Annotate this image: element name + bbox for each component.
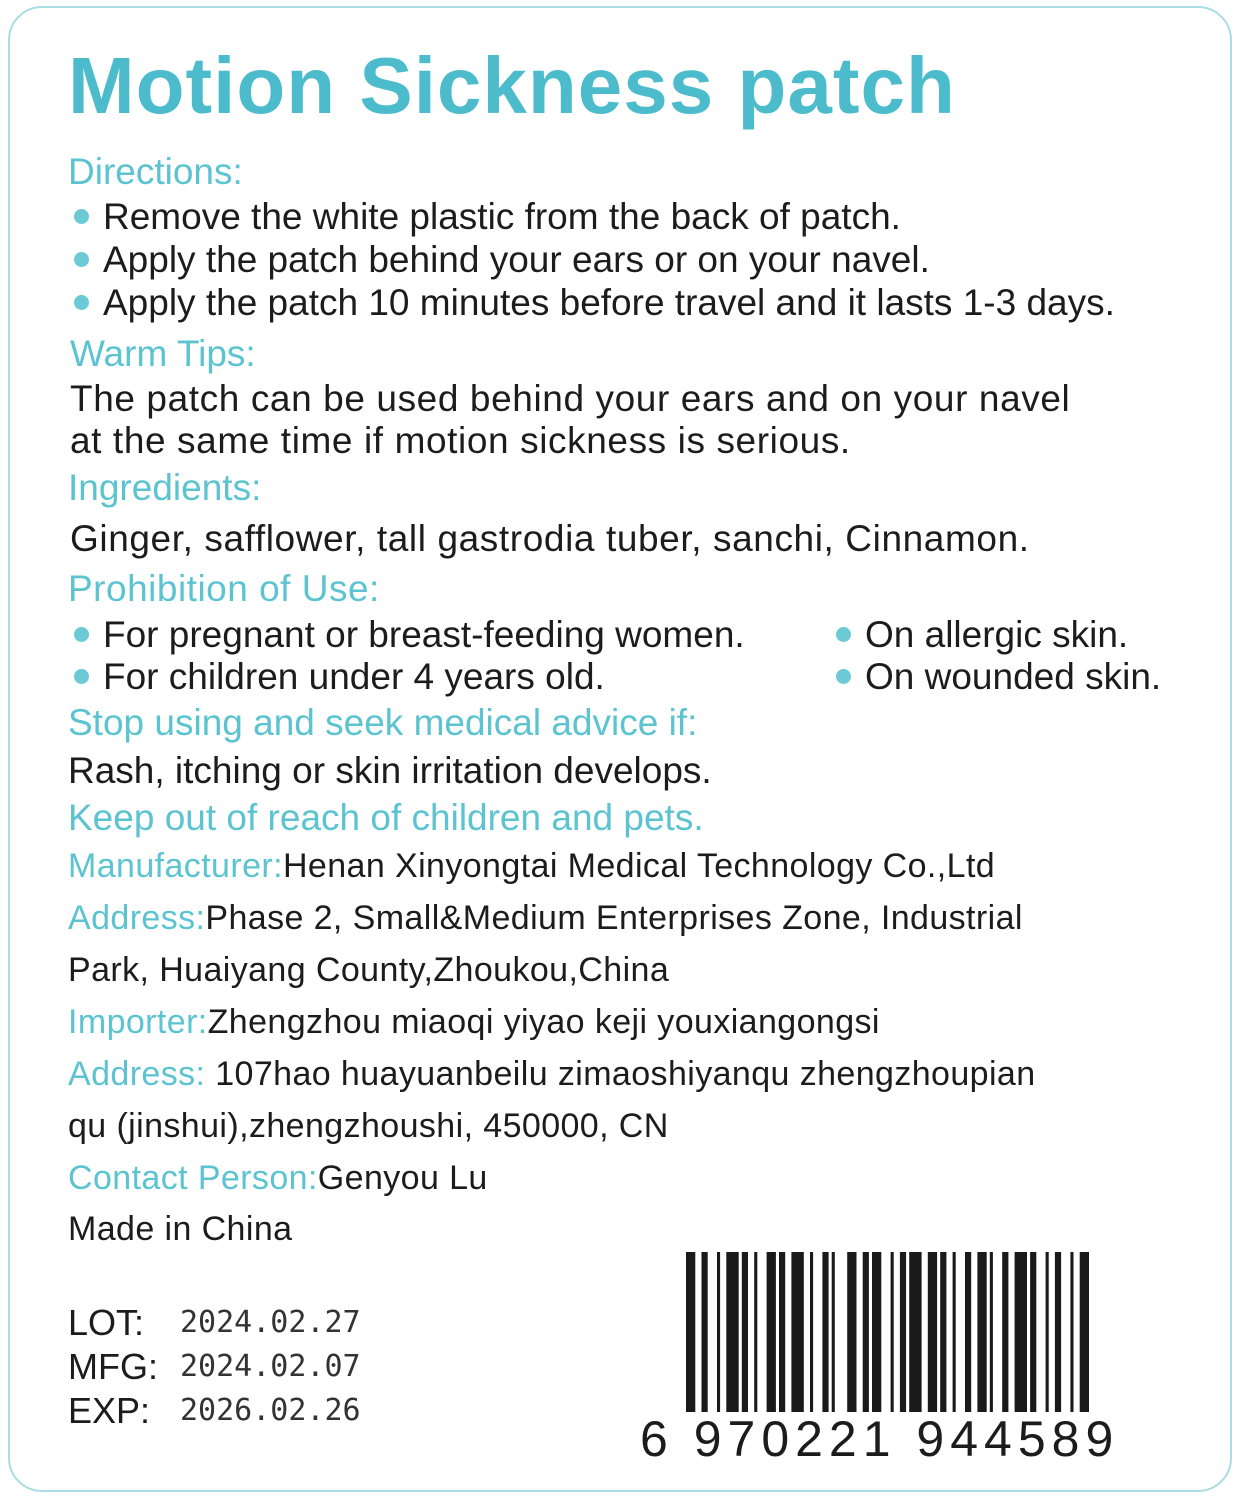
- ingredients-text: Ginger, safflower, tall gastrodia tuber, sanchi, Cinnamon.: [70, 518, 1030, 559]
- exp-label: EXP:: [68, 1390, 151, 1431]
- manufacturer-label: Manufacturer:: [68, 847, 283, 885]
- barcode-number: 6 970221 944589: [640, 1411, 1120, 1467]
- lot-label: LOT:: [68, 1302, 145, 1343]
- importer-line: [68, 1004, 880, 1041]
- importer-address-label: Address:: [68, 1055, 206, 1093]
- mfg-label: MFG:: [68, 1346, 158, 1387]
- address-line-1: [68, 900, 1023, 937]
- importer-label: Importer:: [68, 1003, 208, 1041]
- direction-item-1: Remove the white plastic from the back of patch.: [74, 197, 901, 238]
- contact-label: Contact Person:: [68, 1159, 318, 1197]
- importer-value: Zhengzhou miaoqi yiyao keji youxiangongsi: [207, 1003, 880, 1041]
- mfg-value: 2024.02.07: [180, 1349, 361, 1384]
- prohibition-item-children: For children under 4 years old.: [74, 657, 605, 698]
- importer-address-line-2: qu (jinshui),zhengzhoushi, 450000, CN: [68, 1107, 669, 1145]
- address-value-1: Phase 2, Small&Medium Enterprises Zone, Industrial: [205, 899, 1023, 937]
- exp-value: 2026.02.26: [180, 1393, 361, 1428]
- warm-tips-heading: Warm Tips:: [70, 333, 256, 374]
- product-title: Motion Sickness patch: [68, 41, 956, 130]
- prohibition-item-allergic: On allergic skin.: [836, 615, 1128, 656]
- ingredients-heading: Ingredients:: [68, 467, 262, 508]
- contact-value: Genyou Lu: [317, 1159, 488, 1197]
- manufacturer-line: [68, 848, 995, 885]
- stop-using-text: Rash, itching or skin irritation develops.: [68, 750, 712, 791]
- lot-value: 2024.02.27: [180, 1305, 361, 1340]
- direction-item-3: Apply the patch 10 minutes before travel and it lasts 1-3 days.: [74, 283, 1115, 324]
- keep-out-warning: Keep out of reach of children and pets.: [68, 797, 704, 838]
- importer-address-value-1: 107hao huayuanbeilu zimaoshiyanqu zhengzhoupian: [205, 1055, 1036, 1093]
- prohibition-heading: Prohibition of Use:: [68, 568, 380, 609]
- warm-tips-line-2: at the same time if motion sickness is serious.: [70, 420, 851, 461]
- made-in-text: Made in China: [68, 1210, 293, 1248]
- manufacturer-value: Henan Xinyongtai Medical Technology Co.,Ltd: [282, 847, 996, 885]
- contact-line: [68, 1160, 488, 1197]
- importer-address-line-1: [68, 1056, 1036, 1093]
- address-line-2: Park, Huaiyang County,Zhoukou,China: [68, 951, 670, 989]
- warm-tips-line-1: The patch can be used behind your ears and on your navel: [70, 378, 1071, 419]
- prohibition-item-pregnant: For pregnant or breast-feeding women.: [74, 615, 745, 656]
- prohibition-item-wounded: On wounded skin.: [836, 657, 1161, 698]
- address-label: Address:: [68, 899, 206, 937]
- barcode-icon: [686, 1252, 1142, 1412]
- directions-heading: Directions:: [68, 151, 243, 192]
- direction-item-2: Apply the patch behind your ears or on your navel.: [74, 240, 930, 281]
- stop-using-heading: Stop using and seek medical advice if:: [68, 702, 698, 743]
